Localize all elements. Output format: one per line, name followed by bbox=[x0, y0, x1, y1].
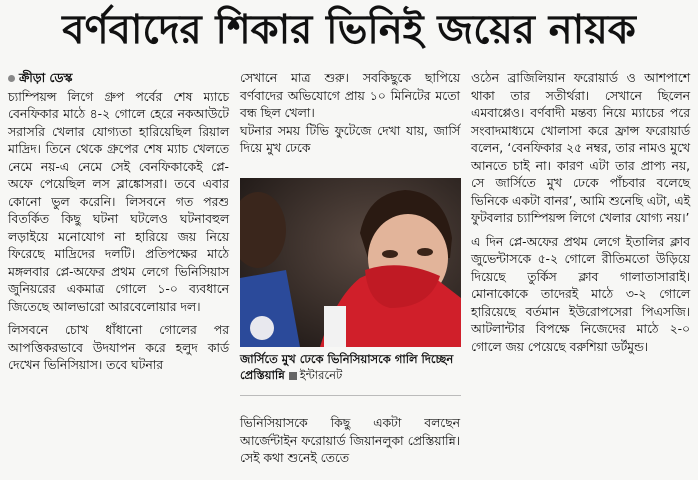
paragraph: ওঠেন ব্রাজিলিয়ান ফরোয়ার্ড ও আশপাশে থাকা তার সতীর্থরা। সেখানে ছিলেন এমবাপ্পেও। বর্ণবাদী মন্তব্য নিয়ে ম্যাচের পরে সংবাদমাধ্যমে খোলাসা করে ফ্রান্স ফরোয়ার্ড বলেন, ‘বেনফিকার ২৫ নম্বর, তার নামও মুখে আনতে চাই না। কারণ এটা তার প্রাপ্য নয়, সে জার্সিতে মুখ ঢেকে পাঁচবার বলেছে ভিনিকে একটা বানর’, আমি শুনেছি এটা, এই ফুটবলার চ্যাম্পিয়ন্স লিগে খেলার যোগ্য নয়।’ bbox=[471, 71, 690, 225]
article-column-3 bbox=[471, 70, 690, 356]
paragraph: চ্যাম্পিয়ন্স লিগে গ্রুপ পর্বের শেষ ম্যাচে বেনফিকার মাঠে ৪-২ গোলে হেরে নকআউটে সরাসরি খেলার যোগ্যতা হারিয়েছিল রিয়াল মাদ্রিদ। তিনে থেকে গ্রুপের শেষ ম্যাচ খেলতে নেমে নয়-এ নেমে সেই বেনফিকাকেই প্লে-অফে পেয়েছিল লস ব্লাঙ্কোসরা। তবে এবার কোনো ভুল করেনি। লিসবনে গত পরশু বিতর্কিত কিছু ঘটনা ঘটলেও ঘটনাবহুল লড়াইয়ে মনোযোগ না হারিয়ে জয় নিয়ে ফিরেছে মাদ্রিদের দলটি। প্রতিপক্ষের মাঠে মঙ্গলবার প্লে-অফের প্রথম লেগে ভিনিসিয়াস জুনিয়রের একমাত্র গোলে ১-০ ব্যবধানে জিতেছে আলভারো আরবেলোয়ার দল। bbox=[8, 89, 229, 314]
caption-text: জার্সিতে মুখ ঢেকে ভিনিসিয়াসকে গালি দিচ্ছেন প্রেস্তিয়ান্নি bbox=[240, 352, 454, 382]
photo-illustration bbox=[240, 178, 461, 347]
photo-credit: ইন্টারনেট bbox=[299, 368, 343, 382]
article-column-2-continued bbox=[240, 403, 460, 480]
news-photo bbox=[240, 178, 461, 347]
byline bbox=[8, 70, 229, 88]
paragraph: সেখানে মাত্র শুরু। সবকিছুকে ছাপিয়ে বর্ণবাদের অভিযোগে প্রায় ১০ মিনিটের মতো বন্ধ ছিল খেলা। bbox=[240, 71, 460, 120]
divider bbox=[240, 395, 461, 396]
paragraph: ঘটনার সময় টিভি ফুটেজে দেখা যায়, জার্সি দিয়ে মুখ ঢেকে bbox=[240, 123, 460, 155]
article-column-1 bbox=[8, 70, 229, 375]
photo-caption bbox=[240, 351, 461, 383]
square-bullet-icon bbox=[289, 372, 297, 380]
bullet-icon bbox=[8, 75, 15, 82]
byline-text: ক্রীড়া ডেস্ক bbox=[19, 71, 73, 85]
headline: বর্ণবাদের শিকার ভিনিই জয়ের নায়ক bbox=[62, 6, 636, 53]
article-column-2 bbox=[240, 70, 460, 158]
paragraph: ভিনিসিয়াসকে কিছু একটা বলছেন আর্জেন্টাইন ফরোয়ার্ড জিয়ানলুকা প্রেস্তিয়ান্নি। সেই কথা শুনেই তেতে bbox=[240, 416, 460, 466]
paragraph: এ দিন প্লে-অফের প্রথম লেগে ইতালির ক্লাব জুভেন্টাসকে ৫-২ গোলে রীতিমতো উড়িয়ে দিয়েছে তুর্কিস ক্লাব গালাতাসারাই। মোনাকোকে তাদেরই মাঠে ৩-২ গোলে হারিয়েছে বর্তমান ইউরোপসেরা পিএসজি। আটলান্টার বিপক্ষে নিজেদের মাঠে ২-০ গোলে জয় পেয়েছে বরুশিয়া ডর্টমুন্ড। bbox=[471, 234, 690, 354]
paragraph: লিসবনে চোখ ধাঁধানো গোলের পর আপত্তিকরভাবে উদযাপন করে হলুদ কার্ড দেখেন ভিনিসিয়াস। তবে ঘটনার bbox=[8, 323, 229, 372]
